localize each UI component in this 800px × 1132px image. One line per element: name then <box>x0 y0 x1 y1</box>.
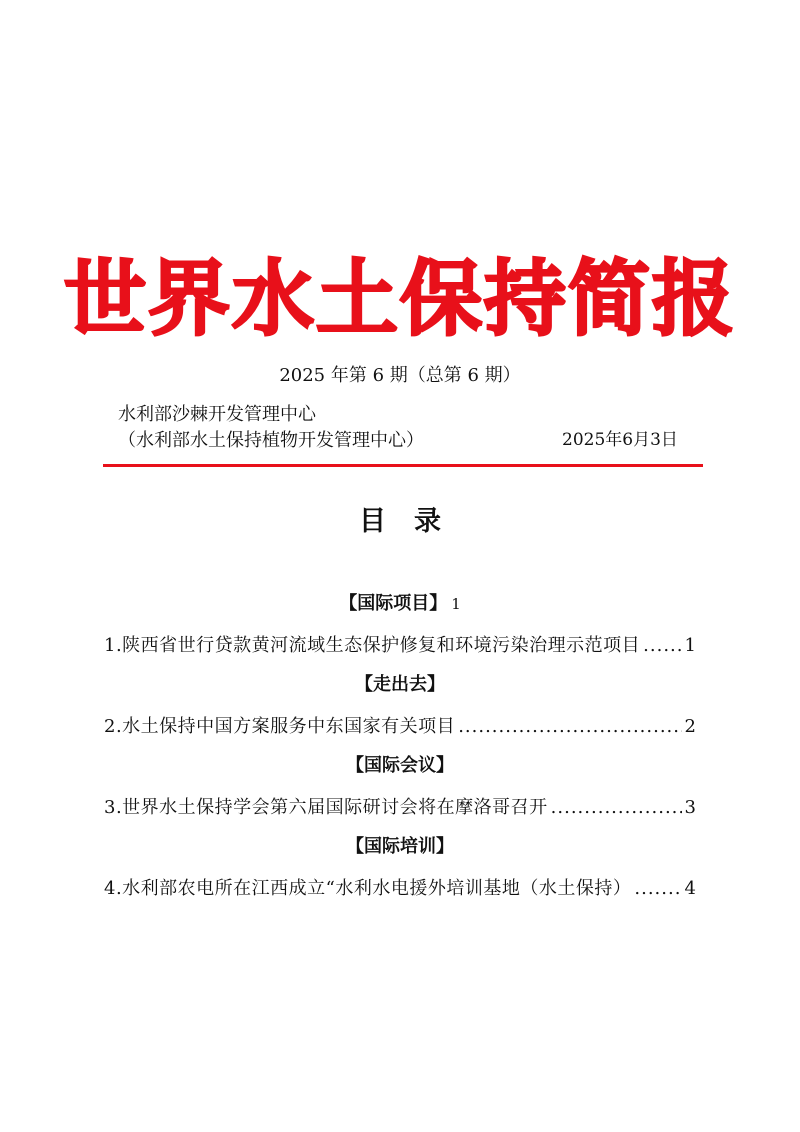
publisher-alt-name: （水利部水土保持植物开发管理中心） <box>118 430 424 451</box>
toc-section-heading <box>0 671 800 699</box>
toc-entry-title[interactable]: 3.世界水土保持学会第六届国际研讨会将在摩洛哥召开 <box>104 797 548 818</box>
issue-number: 2025 年第 6 期（总第 6 期） <box>279 365 521 386</box>
toc-section-label: 【国际会议】 <box>346 755 454 776</box>
toc-title-char-2: 录 <box>414 506 441 537</box>
toc-section-label: 【走出去】 <box>355 674 445 695</box>
toc-entry-page[interactable]: 3 <box>684 797 696 818</box>
toc-title-char-1: 目 <box>359 506 386 537</box>
publisher-name: 水利部沙棘开发管理中心 <box>118 404 316 425</box>
toc-leader-dots <box>551 794 682 822</box>
toc-section-label: 【国际项目】 <box>339 593 448 614</box>
toc-entry[interactable] <box>104 875 696 903</box>
toc-entry-page[interactable]: 4 <box>684 878 696 899</box>
toc-section-heading <box>0 752 800 780</box>
header-divider <box>103 464 703 467</box>
toc-title <box>0 502 800 542</box>
toc-section-heading <box>0 833 800 861</box>
toc-entry-title[interactable]: 2.水土保持中国方案服务中东国家有关项目 <box>104 716 456 737</box>
toc-leader-dots <box>643 632 681 660</box>
toc-entry[interactable] <box>104 632 696 660</box>
publication-date: 2025年6月3日 <box>562 430 678 450</box>
bulletin-title: 世界水土保持简报 <box>63 252 736 347</box>
toc-section-heading <box>0 590 800 618</box>
toc-entry-title[interactable]: 1.陕西省世行贷款黄河流域生态保护修复和环境污染治理示范项目 <box>104 635 641 656</box>
toc-section-label: 【国际培训】 <box>346 836 454 857</box>
toc-entry[interactable] <box>104 713 696 741</box>
toc-entry-page[interactable]: 1 <box>684 635 696 656</box>
toc-entry-title[interactable]: 4.水利部农电所在江西成立“水利水电援外培训基地（水土保持） <box>104 878 632 899</box>
toc-leader-dots <box>458 713 681 741</box>
toc-entry[interactable] <box>104 794 696 822</box>
toc-leader-dots <box>634 875 681 903</box>
publisher-block <box>118 402 424 454</box>
toc-section-page-marker: 1 <box>451 595 461 613</box>
toc-entry-page[interactable]: 2 <box>684 716 696 737</box>
